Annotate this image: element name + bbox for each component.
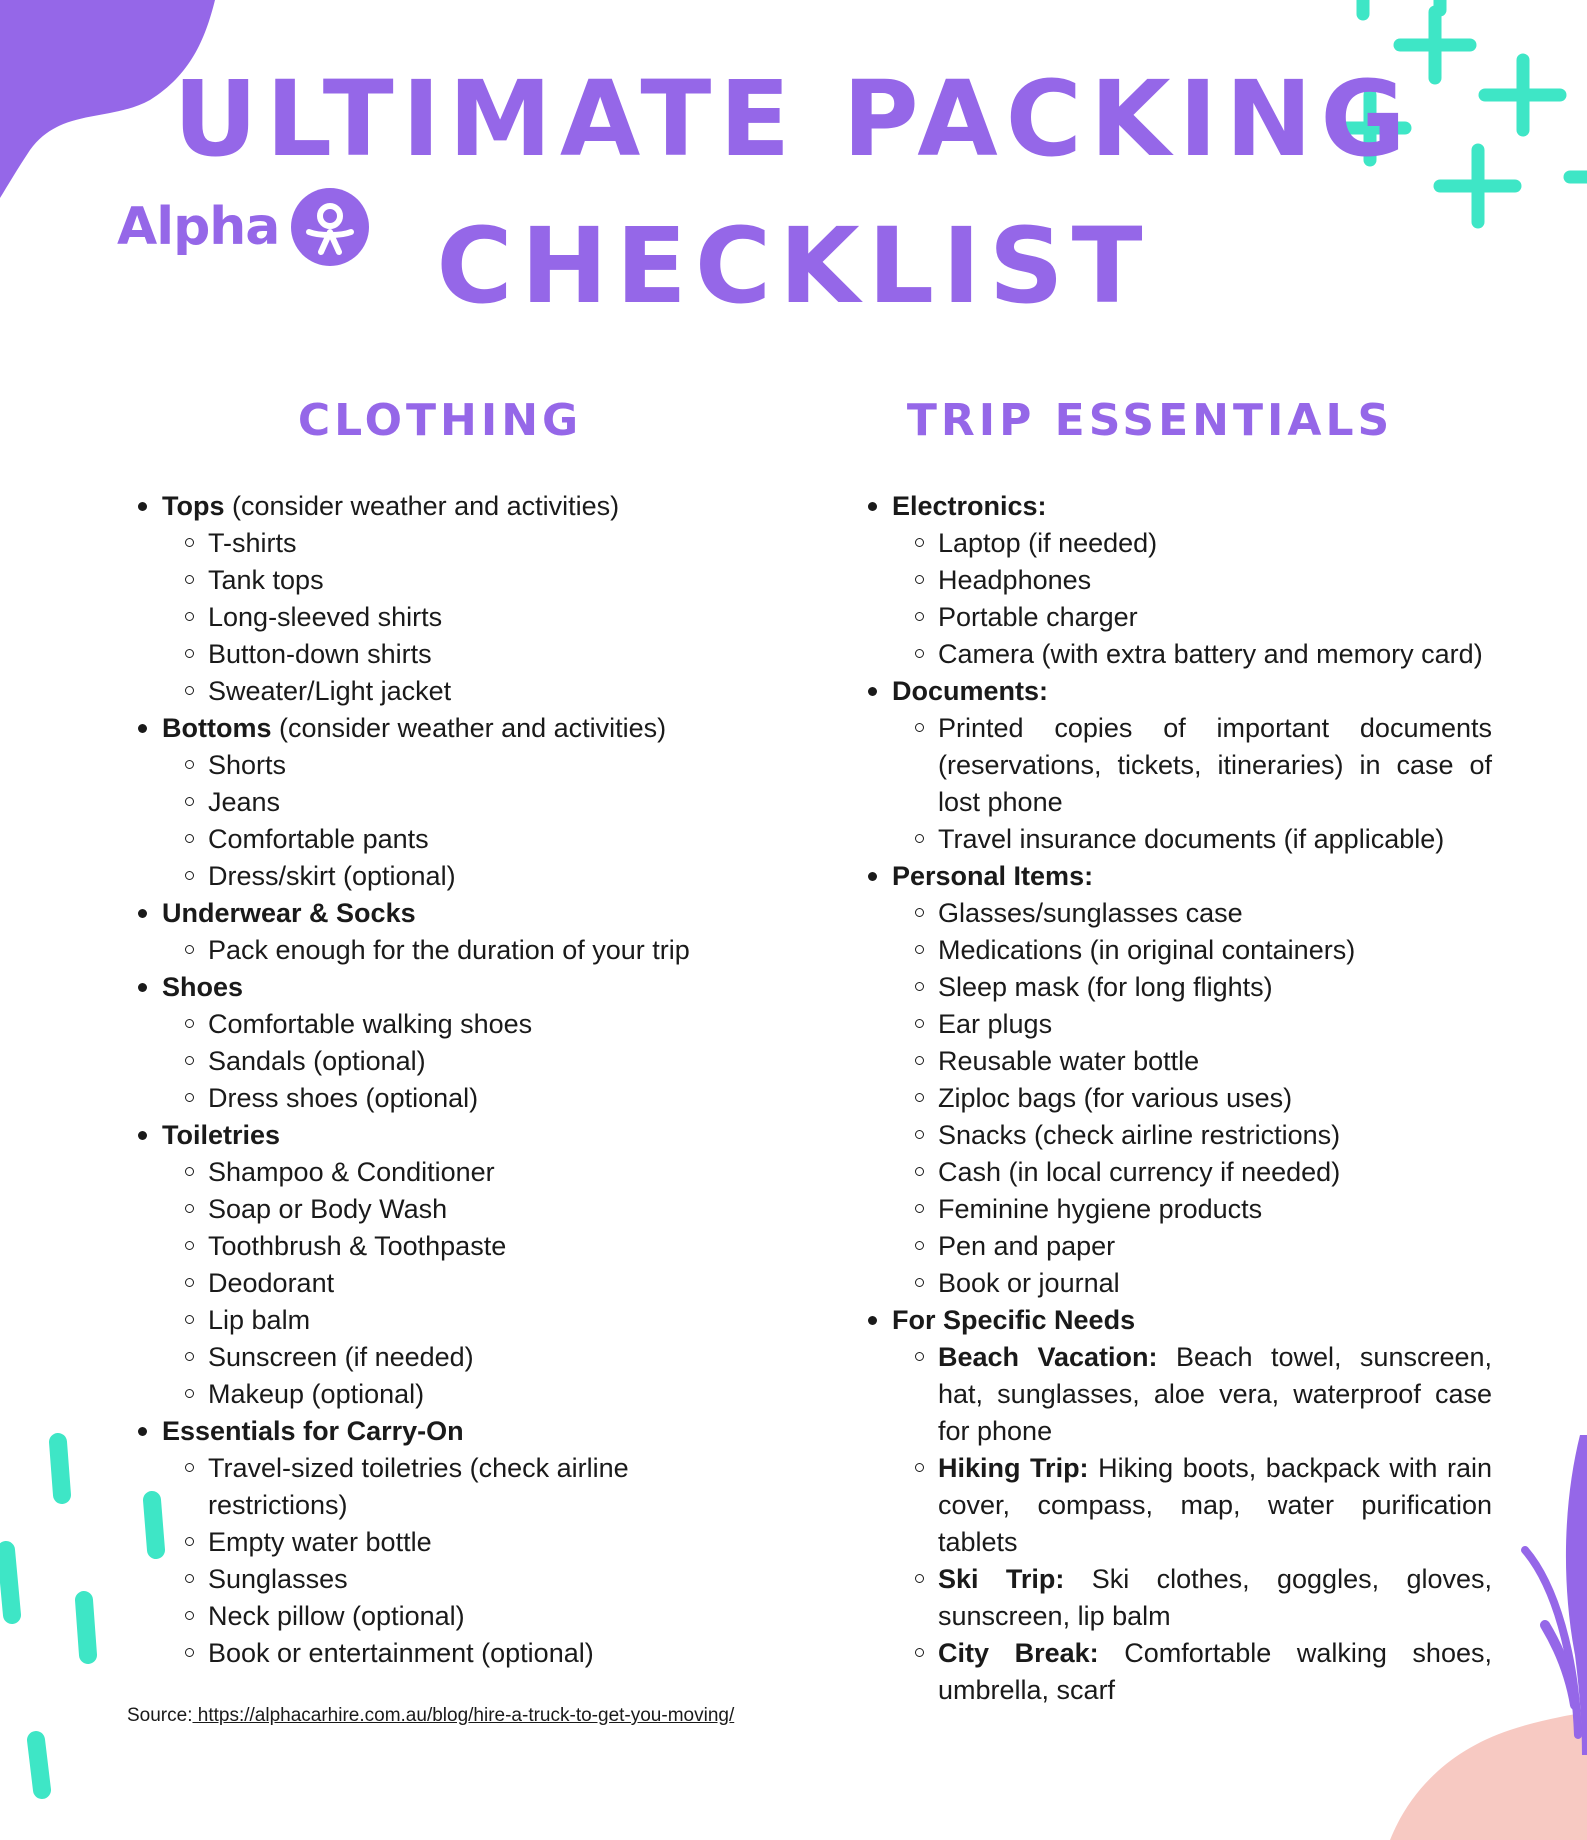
item-text: Ski clothes, goggles, gloves, sunscreen, lip balm bbox=[938, 1564, 1492, 1631]
category-documents bbox=[868, 673, 1492, 858]
item-text: Comfortable walking shoes, umbrella, scarf bbox=[938, 1638, 1492, 1705]
list-item: Laptop (if needed) bbox=[892, 525, 1492, 562]
trip-essentials-list bbox=[868, 488, 1492, 1709]
list-item: Long-sleeved shirts bbox=[162, 599, 758, 636]
category-label: Bottoms bbox=[162, 713, 272, 743]
list-item: Sleep mask (for long flights) bbox=[892, 969, 1492, 1006]
category-personal-items bbox=[868, 858, 1492, 1302]
source-citation bbox=[127, 1705, 734, 1727]
category-specific-needs bbox=[868, 1302, 1492, 1709]
trip-essentials-heading: TRIP ESSENTIALS bbox=[906, 395, 1394, 446]
category-tops bbox=[138, 488, 758, 710]
list-item: Portable charger bbox=[892, 599, 1492, 636]
list-item: Comfortable walking shoes bbox=[162, 1006, 758, 1043]
list-item: Toothbrush & Toothpaste bbox=[162, 1228, 758, 1265]
list-item: Dress shoes (optional) bbox=[162, 1080, 758, 1117]
category-underwear-socks bbox=[138, 895, 758, 969]
list-item: Lip balm bbox=[162, 1302, 758, 1339]
list-item bbox=[892, 1635, 1492, 1709]
list-item: Camera (with extra battery and memory card) bbox=[892, 636, 1492, 673]
list-item: Cash (in local currency if needed) bbox=[892, 1154, 1492, 1191]
list-item: Deodorant bbox=[162, 1265, 758, 1302]
category-bottoms bbox=[138, 710, 758, 895]
list-item: Shampoo & Conditioner bbox=[162, 1154, 758, 1191]
list-item: Glasses/sunglasses case bbox=[892, 895, 1492, 932]
source-label: Source: bbox=[127, 1705, 193, 1726]
list-item: Makeup (optional) bbox=[162, 1376, 758, 1413]
list-item: Ziploc bags (for various uses) bbox=[892, 1080, 1492, 1117]
list-item: Shorts bbox=[162, 747, 758, 784]
page-title-line-1: ULTIMATE PACKING bbox=[173, 58, 1414, 180]
list-item bbox=[892, 1561, 1492, 1635]
alpha-person-icon bbox=[291, 188, 369, 266]
logo-text: Alpha bbox=[117, 197, 280, 257]
item-bold-label: Ski Trip: bbox=[938, 1564, 1065, 1594]
list-item: Empty water bottle bbox=[162, 1524, 758, 1561]
category-toiletries bbox=[138, 1117, 758, 1413]
category-label: Shoes bbox=[162, 972, 244, 1002]
category-label: Electronics: bbox=[892, 491, 1047, 521]
list-item: Jeans bbox=[162, 784, 758, 821]
page-title-line-2: CHECKLIST bbox=[436, 205, 1151, 327]
list-item: Printed copies of important documents (reservations, tickets, itineraries) in case of lost phone bbox=[892, 710, 1492, 821]
list-item: Neck pillow (optional) bbox=[162, 1598, 758, 1635]
list-item: Soap or Body Wash bbox=[162, 1191, 758, 1228]
list-item: T-shirts bbox=[162, 525, 758, 562]
list-item: Feminine hygiene products bbox=[892, 1191, 1492, 1228]
list-item: Travel-sized toiletries (check airline restrictions) bbox=[162, 1450, 758, 1524]
list-item: Sunglasses bbox=[162, 1561, 758, 1598]
list-item: Tank tops bbox=[162, 562, 758, 599]
list-item: Book or entertainment (optional) bbox=[162, 1635, 758, 1672]
list-item: Button-down shirts bbox=[162, 636, 758, 673]
category-carry-on bbox=[138, 1413, 758, 1672]
category-label: Toiletries bbox=[162, 1120, 281, 1150]
category-label: Underwear & Socks bbox=[162, 898, 416, 928]
clothing-list bbox=[138, 488, 758, 1672]
list-item: Sunscreen (if needed) bbox=[162, 1339, 758, 1376]
category-label: Personal Items: bbox=[892, 861, 1094, 891]
list-item: Sandals (optional) bbox=[162, 1043, 758, 1080]
list-item: Pen and paper bbox=[892, 1228, 1492, 1265]
purple-leaf-decoration bbox=[1520, 1435, 1587, 1755]
category-label: For Specific Needs bbox=[892, 1305, 1136, 1335]
item-bold-label: City Break: bbox=[938, 1638, 1099, 1668]
list-item: Headphones bbox=[892, 562, 1492, 599]
category-label: Documents: bbox=[892, 676, 1049, 706]
list-item: Sweater/Light jacket bbox=[162, 673, 758, 710]
category-note: (consider weather and activities) bbox=[271, 713, 667, 743]
list-item: Pack enough for the duration of your trip bbox=[162, 932, 758, 969]
category-shoes bbox=[138, 969, 758, 1117]
clothing-heading: CLOTHING bbox=[297, 395, 583, 446]
list-item: Book or journal bbox=[892, 1265, 1492, 1302]
category-note: (consider weather and activities) bbox=[224, 491, 620, 521]
item-text: Hiking boots, backpack with rain cover, compass, map, water purification tablets bbox=[938, 1453, 1493, 1557]
category-label: Essentials for Carry-On bbox=[162, 1416, 464, 1446]
list-item: Medications (in original containers) bbox=[892, 932, 1492, 969]
item-bold-label: Beach Vacation: bbox=[938, 1342, 1158, 1372]
list-item: Reusable water bottle bbox=[892, 1043, 1492, 1080]
source-link[interactable]: https://alphacarhire.com.au/blog/hire-a-truck-to-get-you-moving/ bbox=[192, 1705, 735, 1726]
item-text: Beach towel, sunscreen, hat, sunglasses, aloe vera, waterproof case for phone bbox=[938, 1342, 1492, 1446]
category-electronics bbox=[868, 488, 1492, 673]
list-item: Ear plugs bbox=[892, 1006, 1492, 1043]
list-item: Comfortable pants bbox=[162, 821, 758, 858]
list-item: Dress/skirt (optional) bbox=[162, 858, 758, 895]
item-bold-label: Hiking Trip: bbox=[938, 1453, 1089, 1483]
list-item: Travel insurance documents (if applicable) bbox=[892, 821, 1492, 858]
category-label: Tops bbox=[162, 491, 225, 521]
list-item bbox=[892, 1450, 1492, 1561]
list-item bbox=[892, 1339, 1492, 1450]
alpha-logo bbox=[117, 188, 369, 266]
list-item: Snacks (check airline restrictions) bbox=[892, 1117, 1492, 1154]
